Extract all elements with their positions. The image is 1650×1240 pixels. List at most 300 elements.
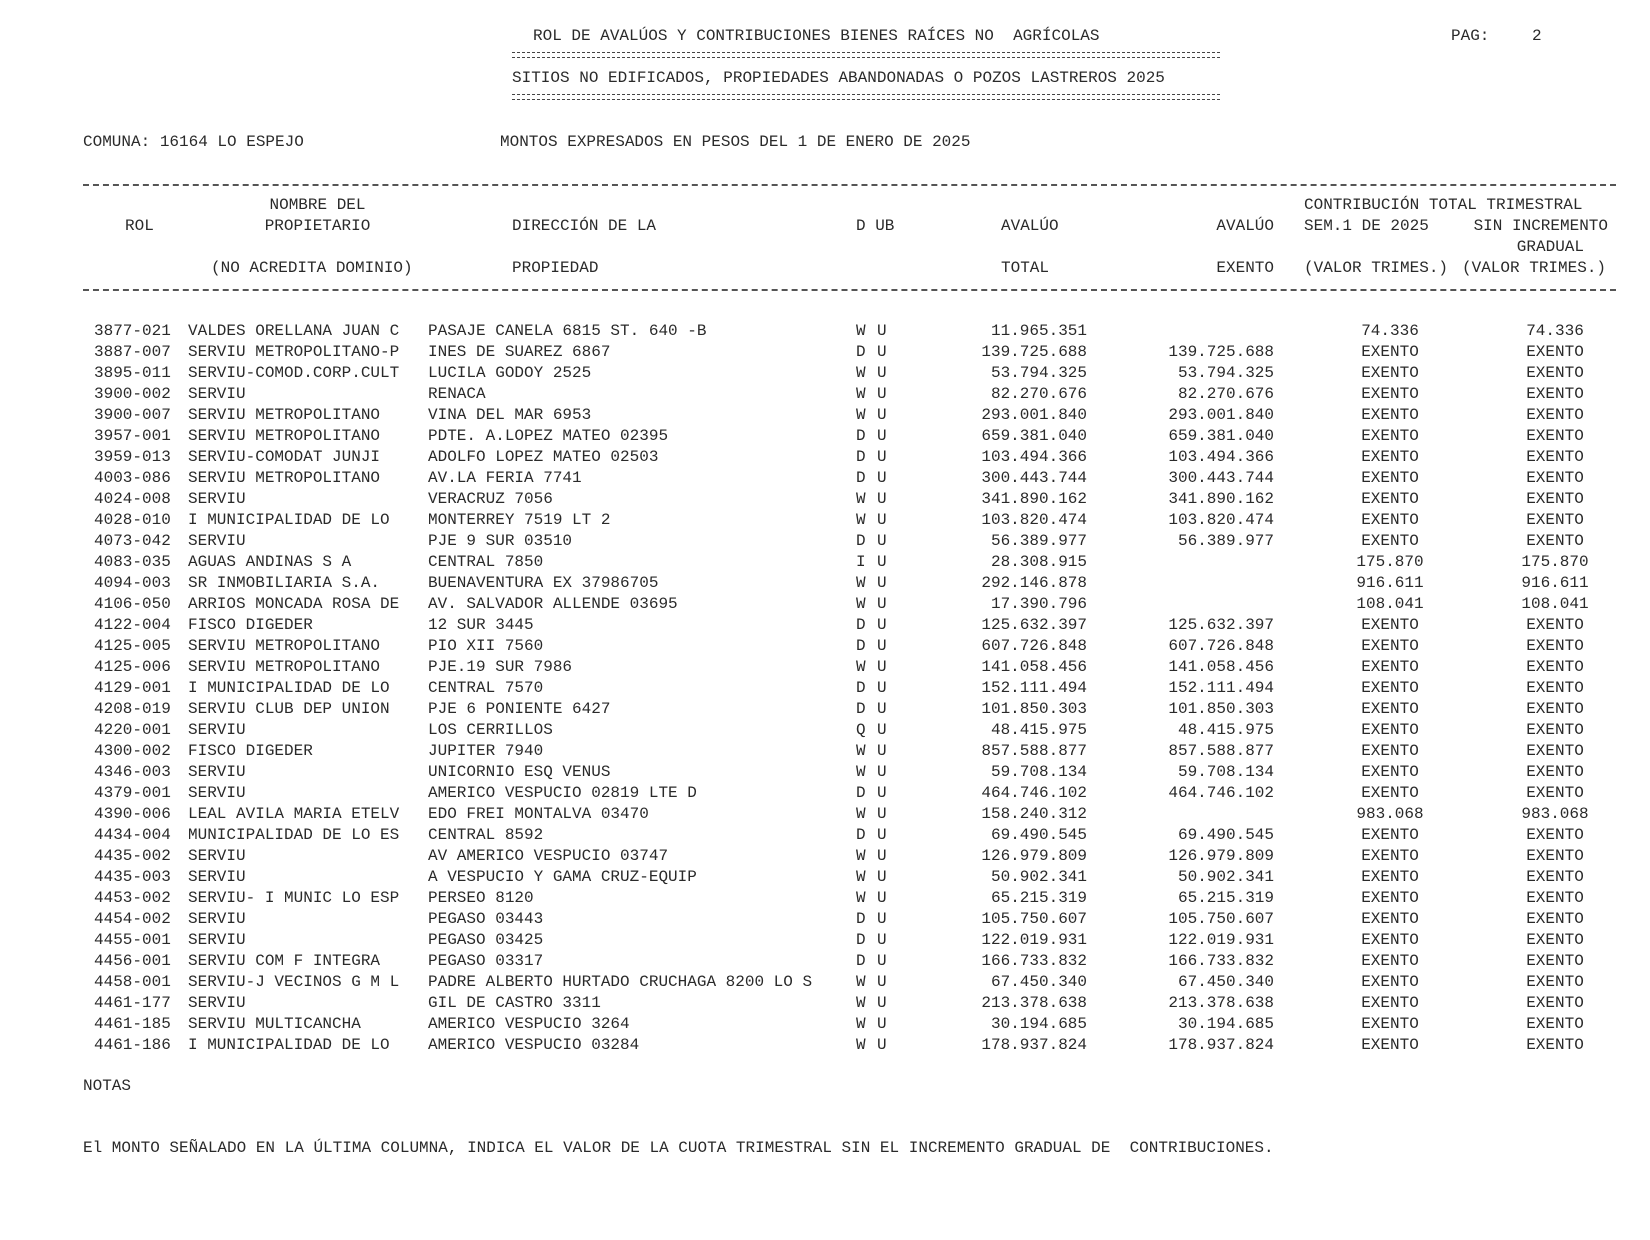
cell-contribucion: EXENTO bbox=[1361, 889, 1419, 907]
cell-sin-incremento: EXENTO bbox=[1526, 427, 1584, 445]
table-row bbox=[0, 762, 1650, 783]
cell-direccion: GIL DE CASTRO 3311 bbox=[428, 994, 601, 1012]
cell-propietario: SERVIU METROPOLITANO bbox=[188, 637, 381, 655]
cell-d: W bbox=[856, 490, 866, 508]
cell-avaluo-total: 67.450.340 bbox=[990, 973, 1087, 991]
cell-sin-incremento: EXENTO bbox=[1526, 973, 1584, 991]
cell-rol: 4208-019 bbox=[94, 700, 171, 718]
cell-avaluo-exento: 607.726.848 bbox=[1168, 637, 1274, 655]
cell-d: W bbox=[856, 742, 866, 760]
cell-contribucion: EXENTO bbox=[1361, 931, 1419, 949]
table-row bbox=[0, 615, 1650, 636]
cell-propietario: MUNICIPALIDAD DE LO ES bbox=[188, 826, 400, 844]
cell-propietario: LEAL AVILA MARIA ETELV bbox=[188, 805, 400, 823]
cell-contribucion: EXENTO bbox=[1361, 532, 1419, 550]
cell-rol: 4346-003 bbox=[94, 763, 171, 781]
cell-sin-incremento: EXENTO bbox=[1526, 994, 1584, 1012]
cell-direccion: INES DE SUAREZ 6867 bbox=[428, 343, 611, 361]
cell-ub: U bbox=[877, 322, 887, 340]
cell-ub: U bbox=[877, 889, 887, 907]
cell-d: W bbox=[856, 406, 866, 424]
cell-rol: 4125-006 bbox=[94, 658, 171, 676]
cell-contribucion: EXENTO bbox=[1361, 868, 1419, 886]
cell-d: W bbox=[856, 574, 866, 592]
cell-direccion: PDTE. A.LOPEZ MATEO 02395 bbox=[428, 427, 669, 445]
cell-contribucion: EXENTO bbox=[1361, 511, 1419, 529]
cell-avaluo-total: 17.390.796 bbox=[990, 595, 1087, 613]
table-row bbox=[0, 636, 1650, 657]
cell-rol: 4122-004 bbox=[94, 616, 171, 634]
table-row bbox=[0, 342, 1650, 363]
col-nombre-line2: PROPIETARIO bbox=[264, 217, 371, 235]
cell-sin-incremento: EXENTO bbox=[1526, 469, 1584, 487]
cell-contribucion: EXENTO bbox=[1361, 826, 1419, 844]
header-top-rule bbox=[83, 184, 1616, 186]
cell-avaluo-total: 11.965.351 bbox=[990, 322, 1087, 340]
cell-rol: 4455-001 bbox=[94, 931, 171, 949]
col-direccion-line2: PROPIEDAD bbox=[512, 259, 599, 277]
cell-ub: U bbox=[877, 700, 887, 718]
cell-d: W bbox=[856, 763, 866, 781]
cell-direccion: AMERICO VESPUCIO 03284 bbox=[428, 1036, 640, 1054]
cell-avaluo-exento: 103.494.366 bbox=[1168, 448, 1274, 466]
cell-rol: 3900-002 bbox=[94, 385, 171, 403]
cell-avaluo-exento: 341.890.162 bbox=[1168, 490, 1274, 508]
cell-avaluo-exento: 857.588.877 bbox=[1168, 742, 1274, 760]
cell-d: Q bbox=[856, 721, 866, 739]
cell-rol: 3895-011 bbox=[94, 364, 171, 382]
cell-direccion: PJE 6 PONIENTE 6427 bbox=[428, 700, 611, 718]
cell-avaluo-exento: 122.019.931 bbox=[1168, 931, 1274, 949]
cell-direccion: PEGASO 03443 bbox=[428, 910, 544, 928]
cell-direccion: VINA DEL MAR 6953 bbox=[428, 406, 592, 424]
cell-avaluo-total: 65.215.319 bbox=[990, 889, 1087, 907]
cell-d: D bbox=[856, 532, 866, 550]
notes-text: El MONTO SEÑALADO EN LA ÚLTIMA COLUMNA, INDICA EL VALOR DE LA CUOTA TRIMESTRAL SIN EL INCREMENTO GRADUAL DE CONTRIBUCIONES. bbox=[83, 1139, 1274, 1157]
table-row bbox=[0, 930, 1650, 951]
col-contribucion-line2: SEM.1 DE 2025 bbox=[1304, 217, 1429, 235]
cell-ub: U bbox=[877, 994, 887, 1012]
cell-propietario: SERVIU bbox=[188, 784, 246, 802]
cell-avaluo-total: 69.490.545 bbox=[990, 826, 1087, 844]
cell-propietario: SERVIU bbox=[188, 931, 246, 949]
cell-rol: 3959-013 bbox=[94, 448, 171, 466]
cell-ub: U bbox=[877, 805, 887, 823]
page-number: 2 bbox=[1532, 27, 1542, 45]
cell-ub: U bbox=[877, 553, 887, 571]
cell-sin-incremento: EXENTO bbox=[1526, 490, 1584, 508]
cell-propietario: SERVIU bbox=[188, 385, 246, 403]
cell-ub: U bbox=[877, 532, 887, 550]
cell-direccion: PEGASO 03425 bbox=[428, 931, 544, 949]
cell-ub: U bbox=[877, 679, 887, 697]
cell-direccion: CENTRAL 8592 bbox=[428, 826, 544, 844]
cell-ub: U bbox=[877, 595, 887, 613]
cell-propietario: I MUNICIPALIDAD DE LO bbox=[188, 1036, 390, 1054]
cell-avaluo-exento: 166.733.832 bbox=[1168, 952, 1274, 970]
cell-direccion: ADOLFO LOPEZ MATEO 02503 bbox=[428, 448, 659, 466]
cell-avaluo-exento: 67.450.340 bbox=[1177, 973, 1274, 991]
cell-d: W bbox=[856, 364, 866, 382]
cell-rol: 4461-177 bbox=[94, 994, 171, 1012]
cell-rol: 3957-001 bbox=[94, 427, 171, 445]
cell-direccion: AV.LA FERIA 7741 bbox=[428, 469, 582, 487]
cell-avaluo-total: 82.270.676 bbox=[990, 385, 1087, 403]
cell-direccion: UNICORNIO ESQ VENUS bbox=[428, 763, 611, 781]
cell-rol: 4379-001 bbox=[94, 784, 171, 802]
table-row bbox=[0, 363, 1650, 384]
cell-ub: U bbox=[877, 574, 887, 592]
cell-contribucion: EXENTO bbox=[1361, 763, 1419, 781]
cell-rol: 4454-002 bbox=[94, 910, 171, 928]
cell-direccion: A VESPUCIO Y GAMA CRUZ-EQUIP bbox=[428, 868, 697, 886]
cell-sin-incremento: 983.068 bbox=[1521, 805, 1589, 823]
cell-rol: 4300-002 bbox=[94, 742, 171, 760]
cell-propietario: I MUNICIPALIDAD DE LO bbox=[188, 511, 390, 529]
cell-ub: U bbox=[877, 364, 887, 382]
cell-direccion: JUPITER 7940 bbox=[428, 742, 544, 760]
cell-avaluo-total: 105.750.607 bbox=[981, 910, 1087, 928]
cell-sin-incremento: EXENTO bbox=[1526, 406, 1584, 424]
table-row bbox=[0, 510, 1650, 531]
cell-direccion: PJE.19 SUR 7986 bbox=[428, 658, 573, 676]
cell-avaluo-total: 122.019.931 bbox=[981, 931, 1087, 949]
cell-avaluo-exento: 69.490.545 bbox=[1177, 826, 1274, 844]
cell-direccion: PIO XII 7560 bbox=[428, 637, 544, 655]
cell-contribucion: EXENTO bbox=[1361, 616, 1419, 634]
cell-rol: 4435-003 bbox=[94, 868, 171, 886]
cell-contribucion: EXENTO bbox=[1361, 721, 1419, 739]
table-row bbox=[0, 804, 1650, 825]
cell-avaluo-exento: 464.746.102 bbox=[1168, 784, 1274, 802]
col-sin-incremento-line1: SIN INCREMENTO bbox=[1473, 217, 1608, 235]
cell-propietario: SERVIU METROPOLITANO bbox=[188, 469, 381, 487]
cell-direccion: PJE 9 SUR 03510 bbox=[428, 532, 573, 550]
cell-avaluo-total: 48.415.975 bbox=[990, 721, 1087, 739]
cell-contribucion: EXENTO bbox=[1361, 406, 1419, 424]
cell-ub: U bbox=[877, 469, 887, 487]
cell-rol: 3900-007 bbox=[94, 406, 171, 424]
cell-propietario: ARRIOS MONCADA ROSA DE bbox=[188, 595, 400, 613]
cell-propietario: SERVIU METROPOLITANO bbox=[188, 427, 381, 445]
cell-propietario: SERVIU bbox=[188, 532, 246, 550]
cell-d: W bbox=[856, 658, 866, 676]
report-subtitle: SITIOS NO EDIFICADOS, PROPIEDADES ABANDONADAS O POZOS LASTREROS 2025 bbox=[512, 69, 1165, 87]
cell-d: D bbox=[856, 469, 866, 487]
cell-contribucion: 916.611 bbox=[1356, 574, 1424, 592]
cell-direccion: PADRE ALBERTO HURTADO CRUCHAGA 8200 LO S bbox=[428, 973, 813, 991]
cell-avaluo-exento: 213.378.638 bbox=[1168, 994, 1274, 1012]
cell-ub: U bbox=[877, 385, 887, 403]
table-row bbox=[0, 678, 1650, 699]
cell-contribucion: EXENTO bbox=[1361, 385, 1419, 403]
cell-ub: U bbox=[877, 826, 887, 844]
cell-rol: 4003-086 bbox=[94, 469, 171, 487]
table-row bbox=[0, 573, 1650, 594]
cell-rol: 4083-035 bbox=[94, 553, 171, 571]
cell-avaluo-exento: 50.902.341 bbox=[1177, 868, 1274, 886]
table-row bbox=[0, 531, 1650, 552]
cell-contribucion: EXENTO bbox=[1361, 784, 1419, 802]
cell-ub: U bbox=[877, 1036, 887, 1054]
cell-sin-incremento: EXENTO bbox=[1526, 826, 1584, 844]
col-contribucion-line3: (VALOR TRIMES.) bbox=[1304, 259, 1449, 277]
cell-direccion: AMERICO VESPUCIO 02819 LTE D bbox=[428, 784, 697, 802]
table-row bbox=[0, 384, 1650, 405]
cell-ub: U bbox=[877, 490, 887, 508]
cell-avaluo-total: 101.850.303 bbox=[981, 700, 1087, 718]
cell-sin-incremento: EXENTO bbox=[1526, 385, 1584, 403]
cell-ub: U bbox=[877, 721, 887, 739]
header-bottom-rule bbox=[83, 289, 1616, 291]
cell-contribucion: 108.041 bbox=[1356, 595, 1424, 613]
cell-propietario: SERVIU bbox=[188, 721, 246, 739]
cell-propietario: FISCO DIGEDER bbox=[188, 742, 313, 760]
cell-sin-incremento: EXENTO bbox=[1526, 868, 1584, 886]
cell-propietario: SERVIU METROPOLITANO bbox=[188, 658, 381, 676]
cell-d: W bbox=[856, 973, 866, 991]
cell-ub: U bbox=[877, 973, 887, 991]
cell-sin-incremento: EXENTO bbox=[1526, 343, 1584, 361]
cell-rol: 4453-002 bbox=[94, 889, 171, 907]
cell-avaluo-total: 341.890.162 bbox=[981, 490, 1087, 508]
table-row bbox=[0, 552, 1650, 573]
cell-avaluo-exento: 659.381.040 bbox=[1168, 427, 1274, 445]
cell-sin-incremento: EXENTO bbox=[1526, 1036, 1584, 1054]
cell-avaluo-total: 59.708.134 bbox=[990, 763, 1087, 781]
cell-ub: U bbox=[877, 868, 887, 886]
cell-avaluo-total: 139.725.688 bbox=[981, 343, 1087, 361]
table-row bbox=[0, 972, 1650, 993]
cell-propietario: SERVIU METROPOLITANO-P bbox=[188, 343, 400, 361]
cell-avaluo-exento: 59.708.134 bbox=[1177, 763, 1274, 781]
cell-rol: 4458-001 bbox=[94, 973, 171, 991]
cell-ub: U bbox=[877, 910, 887, 928]
cell-rol: 3877-021 bbox=[94, 322, 171, 340]
cell-d: D bbox=[856, 448, 866, 466]
cell-direccion: AV. SALVADOR ALLENDE 03695 bbox=[428, 595, 678, 613]
cell-contribucion: EXENTO bbox=[1361, 679, 1419, 697]
cell-rol: 4434-004 bbox=[94, 826, 171, 844]
cell-direccion: 12 SUR 3445 bbox=[428, 616, 534, 634]
cell-contribucion: EXENTO bbox=[1361, 1036, 1419, 1054]
cell-avaluo-total: 50.902.341 bbox=[990, 868, 1087, 886]
table-row bbox=[0, 489, 1650, 510]
col-contribucion-line1: CONTRIBUCIÓN TOTAL TRIMESTRAL bbox=[1304, 196, 1583, 214]
table-row bbox=[0, 447, 1650, 468]
cell-sin-incremento: EXENTO bbox=[1526, 931, 1584, 949]
cell-contribucion: EXENTO bbox=[1361, 910, 1419, 928]
cell-sin-incremento: EXENTO bbox=[1526, 364, 1584, 382]
cell-avaluo-exento: 141.058.456 bbox=[1168, 658, 1274, 676]
col-avaluo-total-line2: TOTAL bbox=[1001, 259, 1050, 277]
table-row bbox=[0, 951, 1650, 972]
cell-ub: U bbox=[877, 1015, 887, 1033]
cell-sin-incremento: EXENTO bbox=[1526, 889, 1584, 907]
cell-propietario: SERVIU-COMOD.CORP.CULT bbox=[188, 364, 400, 382]
table-row bbox=[0, 657, 1650, 678]
col-avaluo-exento-line2: EXENTO bbox=[1216, 259, 1274, 277]
cell-d: D bbox=[856, 952, 866, 970]
cell-d: W bbox=[856, 994, 866, 1012]
cell-avaluo-total: 28.308.915 bbox=[990, 553, 1087, 571]
cell-avaluo-exento: 53.794.325 bbox=[1177, 364, 1274, 382]
cell-sin-incremento: EXENTO bbox=[1526, 637, 1584, 655]
cell-avaluo-total: 300.443.744 bbox=[981, 469, 1087, 487]
cell-sin-incremento: EXENTO bbox=[1526, 784, 1584, 802]
cell-sin-incremento: 74.336 bbox=[1526, 322, 1584, 340]
cell-d: D bbox=[856, 910, 866, 928]
cell-avaluo-total: 141.058.456 bbox=[981, 658, 1087, 676]
cell-d: W bbox=[856, 322, 866, 340]
cell-ub: U bbox=[877, 616, 887, 634]
cell-d: I bbox=[856, 553, 866, 571]
cell-direccion: PASAJE CANELA 6815 ST. 640 -B bbox=[428, 322, 707, 340]
cell-ub: U bbox=[877, 448, 887, 466]
cell-avaluo-exento: 125.632.397 bbox=[1168, 616, 1274, 634]
montos-note: MONTOS EXPRESADOS EN PESOS DEL 1 DE ENERO DE 2025 bbox=[500, 133, 971, 151]
cell-avaluo-exento: 82.270.676 bbox=[1177, 385, 1274, 403]
cell-avaluo-exento: 48.415.975 bbox=[1177, 721, 1274, 739]
cell-propietario: SERVIU-COMODAT JUNJI bbox=[188, 448, 381, 466]
cell-ub: U bbox=[877, 742, 887, 760]
cell-contribucion: EXENTO bbox=[1361, 847, 1419, 865]
cell-avaluo-total: 607.726.848 bbox=[981, 637, 1087, 655]
cell-contribucion: EXENTO bbox=[1361, 994, 1419, 1012]
table-row bbox=[0, 699, 1650, 720]
cell-direccion: MONTERREY 7519 LT 2 bbox=[428, 511, 611, 529]
col-dub: D UB bbox=[856, 217, 895, 235]
cell-d: W bbox=[856, 595, 866, 613]
cell-avaluo-exento: 65.215.319 bbox=[1177, 889, 1274, 907]
cell-contribucion: EXENTO bbox=[1361, 448, 1419, 466]
cell-contribucion: EXENTO bbox=[1361, 637, 1419, 655]
cell-d: D bbox=[856, 700, 866, 718]
cell-contribucion: EXENTO bbox=[1361, 973, 1419, 991]
cell-contribucion: 74.336 bbox=[1361, 322, 1419, 340]
cell-propietario: SERVIU CLUB DEP UNION bbox=[188, 700, 390, 718]
col-sin-incremento-line3: (VALOR TRIMES.) bbox=[1462, 259, 1607, 277]
table-row bbox=[0, 1035, 1650, 1056]
cell-sin-incremento: 916.611 bbox=[1521, 574, 1589, 592]
table-row bbox=[0, 468, 1650, 489]
cell-avaluo-total: 292.146.878 bbox=[981, 574, 1087, 592]
cell-ub: U bbox=[877, 658, 887, 676]
comuna-label: COMUNA: 16164 LO ESPEJO bbox=[83, 133, 304, 151]
table-row bbox=[0, 720, 1650, 741]
notes-heading: NOTAS bbox=[83, 1077, 132, 1095]
cell-sin-incremento: EXENTO bbox=[1526, 721, 1584, 739]
cell-sin-incremento: EXENTO bbox=[1526, 910, 1584, 928]
cell-sin-incremento: EXENTO bbox=[1526, 532, 1584, 550]
cell-avaluo-total: 857.588.877 bbox=[981, 742, 1087, 760]
cell-propietario: I MUNICIPALIDAD DE LO bbox=[188, 679, 390, 697]
cell-contribucion: EXENTO bbox=[1361, 658, 1419, 676]
cell-ub: U bbox=[877, 931, 887, 949]
cell-avaluo-exento: 56.389.977 bbox=[1177, 532, 1274, 550]
cell-ub: U bbox=[877, 511, 887, 529]
cell-sin-incremento: EXENTO bbox=[1526, 448, 1584, 466]
cell-avaluo-total: 213.378.638 bbox=[981, 994, 1087, 1012]
cell-propietario: FISCO DIGEDER bbox=[188, 616, 313, 634]
cell-propietario: SR INMOBILIARIA S.A. bbox=[188, 574, 381, 592]
cell-avaluo-total: 103.494.366 bbox=[981, 448, 1087, 466]
col-avaluo-total-line1: AVALÚO bbox=[1001, 217, 1059, 235]
cell-rol: 4435-002 bbox=[94, 847, 171, 865]
cell-propietario: SERVIU-J VECINOS G M L bbox=[188, 973, 400, 991]
cell-contribucion: EXENTO bbox=[1361, 1015, 1419, 1033]
cell-avaluo-total: 158.240.312 bbox=[981, 805, 1087, 823]
cell-rol: 4125-005 bbox=[94, 637, 171, 655]
cell-d: W bbox=[856, 1015, 866, 1033]
cell-direccion: PERSEO 8120 bbox=[428, 889, 534, 907]
cell-d: W bbox=[856, 1036, 866, 1054]
table-row bbox=[0, 867, 1650, 888]
cell-avaluo-total: 126.979.809 bbox=[981, 847, 1087, 865]
table-row bbox=[0, 993, 1650, 1014]
cell-avaluo-total: 659.381.040 bbox=[981, 427, 1087, 445]
cell-rol: 4461-185 bbox=[94, 1015, 171, 1033]
cell-avaluo-exento: 152.111.494 bbox=[1168, 679, 1274, 697]
cell-ub: U bbox=[877, 406, 887, 424]
col-nombre-line3: (NO ACREDITA DOMINIO) bbox=[211, 259, 413, 277]
cell-sin-incremento: EXENTO bbox=[1526, 742, 1584, 760]
cell-rol: 4106-050 bbox=[94, 595, 171, 613]
cell-direccion: AMERICO VESPUCIO 3264 bbox=[428, 1015, 630, 1033]
cell-sin-incremento: EXENTO bbox=[1526, 511, 1584, 529]
cell-ub: U bbox=[877, 637, 887, 655]
cell-avaluo-exento: 103.820.474 bbox=[1168, 511, 1274, 529]
cell-contribucion: 983.068 bbox=[1356, 805, 1424, 823]
cell-d: W bbox=[856, 889, 866, 907]
cell-direccion: EDO FREI MONTALVA 03470 bbox=[428, 805, 649, 823]
cell-d: W bbox=[856, 805, 866, 823]
cell-rol: 4024-008 bbox=[94, 490, 171, 508]
cell-propietario: SERVIU MULTICANCHA bbox=[188, 1015, 361, 1033]
table-row bbox=[0, 783, 1650, 804]
cell-avaluo-total: 464.746.102 bbox=[981, 784, 1087, 802]
cell-contribucion: EXENTO bbox=[1361, 490, 1419, 508]
cell-rol: 4028-010 bbox=[94, 511, 171, 529]
table-row bbox=[0, 888, 1650, 909]
cell-propietario: SERVIU bbox=[188, 490, 246, 508]
cell-avaluo-total: 293.001.840 bbox=[981, 406, 1087, 424]
cell-direccion: VERACRUZ 7056 bbox=[428, 490, 553, 508]
cell-rol: 4094-003 bbox=[94, 574, 171, 592]
col-direccion-line1: DIRECCIÓN DE LA bbox=[512, 217, 657, 235]
cell-contribucion: EXENTO bbox=[1361, 343, 1419, 361]
cell-contribucion: EXENTO bbox=[1361, 742, 1419, 760]
cell-avaluo-total: 53.794.325 bbox=[990, 364, 1087, 382]
cell-d: W bbox=[856, 385, 866, 403]
cell-avaluo-total: 152.111.494 bbox=[981, 679, 1087, 697]
table-row bbox=[0, 405, 1650, 426]
cell-ub: U bbox=[877, 847, 887, 865]
cell-direccion: BUENAVENTURA EX 37986705 bbox=[428, 574, 659, 592]
cell-d: D bbox=[856, 427, 866, 445]
page-label: PAG: bbox=[1451, 27, 1490, 45]
cell-direccion: RENACA bbox=[428, 385, 486, 403]
cell-propietario: SERVIU bbox=[188, 910, 246, 928]
cell-avaluo-exento: 139.725.688 bbox=[1168, 343, 1274, 361]
cell-rol: 4461-186 bbox=[94, 1036, 171, 1054]
cell-d: D bbox=[856, 679, 866, 697]
cell-d: D bbox=[856, 826, 866, 844]
cell-propietario: SERVIU COM F INTEGRA bbox=[188, 952, 381, 970]
cell-rol: 4073-042 bbox=[94, 532, 171, 550]
cell-sin-incremento: EXENTO bbox=[1526, 658, 1584, 676]
cell-propietario: SERVIU- I MUNIC LO ESP bbox=[188, 889, 400, 907]
